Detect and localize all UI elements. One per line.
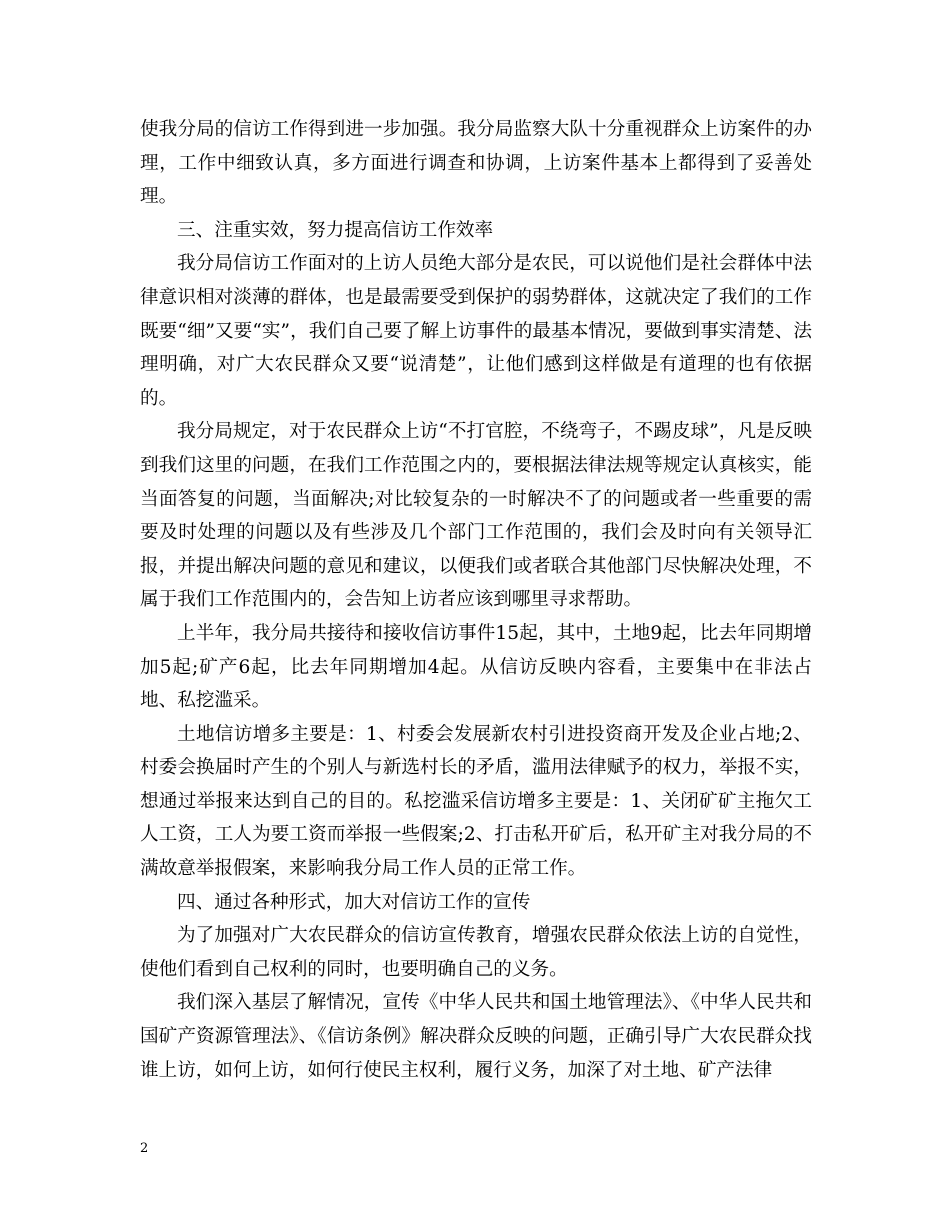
paragraph-4: 我分局规定，对于农民群众上访“不打官腔，不绕弯子，不踢皮球”，凡是反映到我们这里的问题，在我们工作范围之内的，要根据法律法规等规定认真核实，能当面答复的问题，当面解决;对比较复杂的一时解决不了的问题或者一些重要的需要及时处理的问题以及有些涉及几个部门工作范围的，我们会及时向有关领导汇报，并提出解决问题的意见和建议，以便我们或者联合其他部门尽快解决处理，不属于我们工作范围内的，会告知上访者应该到哪里寻求帮助。 [140,421,812,611]
page-number: 2 [140,1141,149,1156]
paragraph-8: 为了加强对广大农民群众的信访宣传教育，增强农民群众依法上访的自觉性，使他们看到自己权利的同时，也要明确自己的义务。 [140,925,812,980]
body-text [140,113,812,1087]
paragraph-9: 我们深入基层了解情况，宣传《中华人民共和国土地管理法》、《中华人民共和国矿产资源管理法》、《信访条例》解决群众反映的问题，正确引导广大农民群众找谁上访，如何上访，如何行使民主权利，履行义务，加深了对土地、矿产法律 [140,992,812,1081]
paragraph-5: 上半年，我分局共接待和接收信访事件15起，其中，土地9起，比去年同期增加5起;矿产6起，比去年同期增加4起。从信访反映内容看，主要集中在非法占地、私挖滥采。 [140,622,812,712]
section-heading-4: 四、通过各种形式，加大对信访工作的宣传 [177,891,531,913]
paragraph-1: 使我分局的信访工作得到进一步加强。我分局监察大队十分重视群众上访案件的办理，工作中细致认真，多方面进行调查和协调，上访案件基本上都得到了妥善处理。 [140,119,812,208]
section-heading-3: 三、注重实效，努力提高信访工作效率 [177,219,494,241]
paragraph-6: 土地信访增多主要是：1、村委会发展新农村引进投资商开发及企业占地;2、村委会换届时产生的个别人与新选村长的矛盾，滥用法律赋予的权力，举报不实，想通过举报来达到自己的目的。私挖滥采信访增多主要是：1、关闭矿矿主拖欠工人工资，工人为要工资而举报一些假案;2、打击私开矿后，私开矿主对我分局的不满故意举报假案，来影响我分局工作人员的正常工作。 [140,723,812,880]
paragraph-3: 我分局信访工作面对的上访人员绝大部分是农民，可以说他们是社会群体中法律意识相对淡薄的群体，也是最需要受到保护的弱势群体，这就决定了我们的工作既要“细”又要“实”，我们自己要了解上访事件的最基本情况，要做到事实清楚、法理明确，对广大农民群众又要“说清楚”，让他们感到这样做是有道理的也有依据的。 [140,253,812,409]
